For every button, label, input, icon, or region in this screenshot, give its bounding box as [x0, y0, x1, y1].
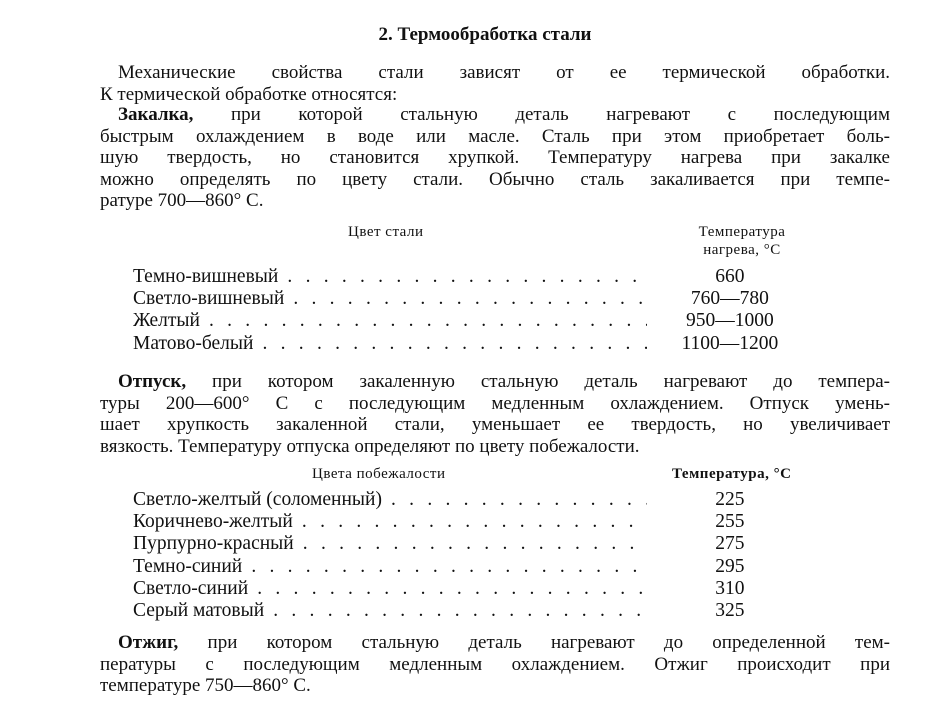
text-line: Механические свойства стали зависят от ее термической обработки. — [118, 62, 890, 83]
text-line: температуре 750—860° С. — [100, 675, 311, 697]
row-label: Серый матовый . . . — [133, 600, 647, 622]
section-title: 2. Термообработка стали — [378, 24, 592, 45]
intro-paragraph — [100, 62, 890, 105]
text-line: туры 200—600° С с последующим медленным охлаждением. Отпуск умень- — [100, 392, 890, 414]
row-value: 325 — [715, 600, 745, 622]
text-line: шает хрупкость закаленной стали, уменьшает ее твердость, но увеличивает — [100, 414, 890, 436]
row-value: 255 — [715, 511, 745, 533]
quench-paragraph — [100, 104, 890, 212]
table-row — [133, 266, 813, 288]
quench-term: Закалка, — [118, 104, 194, 125]
row-label: Темно-синий . . . — [133, 556, 647, 578]
anneal-paragraph — [100, 632, 890, 697]
table-row — [133, 533, 813, 555]
table-row — [133, 288, 813, 310]
text-line: шую твердость, но становится хрупкой. Температуру нагрева при закалке — [100, 147, 890, 169]
table2-rows — [133, 489, 813, 622]
temper-paragraph — [100, 371, 890, 457]
row-value: 225 — [715, 489, 745, 510]
table1-rows — [133, 266, 813, 355]
row-value: 275 — [715, 533, 745, 555]
temper-term: Отпуск, — [118, 371, 187, 392]
table-row — [133, 556, 813, 578]
table2-header-temp: Температура, °С — [672, 466, 792, 482]
text-line: быстрым охлаждением в воде или масле. Сталь при этом приобретает боль- — [100, 125, 890, 147]
table1-header-color: Цвет стали — [348, 224, 424, 240]
table-row — [133, 600, 813, 622]
text-line: можно определять по цвету стали. Обычно сталь закаливается при темпе- — [100, 168, 890, 190]
row-label: Светло-желтый (соломенный) . . . — [133, 489, 647, 511]
row-label: Светло-синий . . . — [133, 578, 647, 600]
table1-header-temp: Температура нагрева, °C — [698, 224, 786, 258]
text-line: Отпуск, при котором закаленную стальную деталь нагревают до темпера- — [118, 371, 890, 392]
row-value: 660 — [715, 266, 745, 287]
table-row — [133, 511, 813, 533]
row-value: 295 — [715, 555, 745, 577]
anneal-term: Отжиг, — [118, 632, 179, 653]
table-row — [133, 578, 813, 600]
text-line: вязкость. Температуру отпуска определяют по цвету побежалости. — [100, 435, 640, 457]
row-label: Матово-белый . . . — [133, 333, 647, 355]
row-value: 1100—1200 — [681, 332, 779, 354]
table2-header-color: Цвета побежалости — [312, 466, 446, 482]
table-row — [133, 310, 813, 332]
text-line: Отжиг, при котором стальную деталь нагревают до определенной тем- — [118, 632, 890, 653]
row-label: Темно-вишневый . . . — [133, 266, 647, 288]
table-row — [133, 333, 813, 355]
row-label: Коричнево-желтый . . . — [133, 511, 647, 533]
text-line: Закалка, при которой стальную деталь нагревают с последующим — [118, 104, 890, 125]
row-label: Светло-вишневый . . . — [133, 288, 647, 310]
text-line: ратуре 700—860° С. — [100, 190, 264, 212]
row-label: Желтый . . . — [133, 310, 647, 332]
text-line: К термической обработке относятся: — [100, 83, 398, 105]
row-label: Пурпурно-красный . . . — [133, 533, 647, 555]
row-value: 760—780 — [690, 288, 769, 310]
row-value: 310 — [715, 577, 745, 599]
text-line: пературы с последующим медленным охлаждением. Отжиг происходит при — [100, 653, 890, 675]
row-value: 950—1000 — [685, 310, 774, 332]
table-row — [133, 489, 813, 511]
